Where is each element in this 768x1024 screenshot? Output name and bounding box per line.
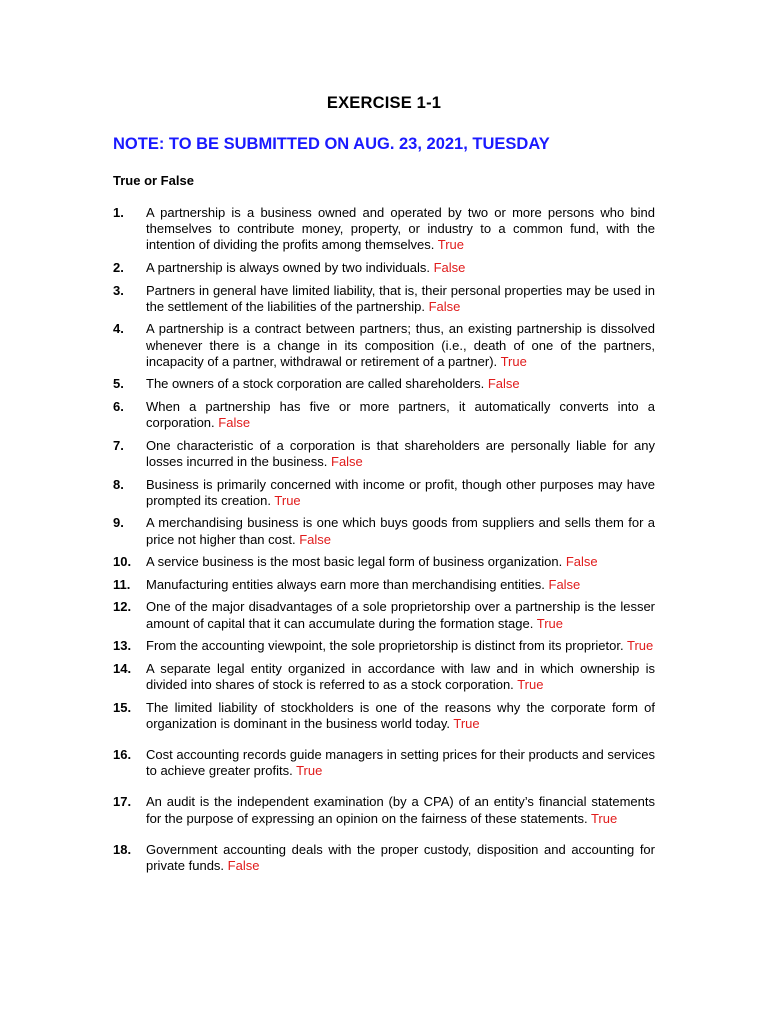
item-statement: Partners in general have limited liability, that is, their personal properties may be used in the settlement of the liabilities of the partnership.	[146, 282, 655, 314]
list-item	[113, 842, 655, 874]
item-statement: A separate legal entity organized in accordance with law and in which ownership is divided into shares of stock is referred to as a stock corporation.	[146, 660, 655, 692]
item-statement: A partnership is a contract between partners; thus, an existing partnership is dissolved whenever there is a change in its composition (i.e., death of one of the partners, incapacity of a partner, withdrawal or retirement of a partner).	[146, 321, 655, 369]
list-item	[113, 515, 655, 547]
item-text	[146, 661, 655, 693]
item-number: 8.	[113, 476, 124, 492]
item-text	[146, 747, 655, 779]
item-number: 2.	[113, 260, 124, 275]
item-statement: One of the major disadvantages of a sole proprietorship over a partnership is the lesser amount of capital that it can accumulate during the formation stage.	[146, 599, 655, 631]
item-text	[146, 700, 655, 732]
question-list	[113, 205, 655, 881]
list-item	[113, 577, 655, 593]
item-statement: Manufacturing entities always earn more than merchandising entities.	[146, 576, 545, 592]
item-answer: True	[296, 763, 323, 779]
item-statement: From the accounting viewpoint, the sole proprietorship is distinct from its proprietor.	[146, 638, 624, 654]
item-text	[146, 376, 655, 392]
list-item	[113, 376, 655, 392]
exercise-title: EXERCISE 1-1	[326, 94, 442, 112]
item-statement: When a partnership has five or more partners, it automatically converts into a corporation.	[146, 398, 655, 431]
list-item	[113, 321, 655, 370]
item-text	[146, 399, 655, 431]
item-text	[146, 577, 655, 593]
item-statement: One characteristic of a corporation is that shareholders are personally liable for any losses incurred in the business.	[146, 437, 655, 469]
list-item	[113, 599, 655, 631]
item-text	[146, 205, 655, 254]
item-answer: False	[218, 415, 251, 431]
item-answer: False	[299, 531, 332, 547]
item-statement: Cost accounting records guide managers in setting prices for their products and services to achieve greater profits.	[146, 746, 655, 779]
item-number: 15.	[113, 699, 132, 715]
item-text	[146, 599, 655, 631]
item-answer: False	[433, 260, 466, 275]
item-number: 10.	[113, 554, 132, 570]
item-number: 1.	[113, 205, 124, 220]
item-answer: False	[227, 857, 260, 873]
item-number: 7.	[113, 437, 124, 453]
item-answer: True	[627, 638, 654, 654]
list-item	[113, 477, 655, 509]
list-item	[113, 260, 655, 276]
list-item	[113, 554, 655, 570]
item-statement: The owners of a stock corporation are called shareholders.	[146, 376, 485, 392]
item-statement: An audit is the independent examination (by a CPA) of an entity’s financial statements for the purpose of expressing an opinion on the fairness of these statements.	[146, 794, 655, 826]
list-item	[113, 438, 655, 470]
item-answer: False	[331, 453, 363, 469]
item-number: 18.	[113, 841, 132, 857]
list-item	[113, 283, 655, 315]
list-item	[113, 638, 655, 654]
submission-note: NOTE: TO BE SUBMITTED ON AUG. 23, 2021, TUESDAY	[113, 135, 550, 153]
item-answer: False	[548, 576, 581, 592]
item-answer: True	[517, 676, 544, 692]
item-text	[146, 842, 655, 874]
item-text	[146, 638, 655, 654]
item-number: 14.	[113, 660, 132, 676]
item-text	[146, 554, 655, 570]
item-statement: The limited liability of stockholders is one of the reasons why the corporate form of organization is dominant in the business world today.	[146, 699, 655, 731]
item-statement: A partnership is always owned by two individuals.	[146, 260, 430, 275]
item-statement: Business is primarily concerned with income or profit, though other purposes may have prompted its creation.	[146, 476, 655, 508]
list-item	[113, 205, 655, 254]
item-answer: True	[500, 353, 527, 369]
item-text	[146, 515, 655, 547]
item-statement: A merchandising business is one which buys goods from suppliers and sells them for a price not higher than cost.	[146, 515, 655, 547]
item-number: 4.	[113, 321, 124, 337]
item-text	[146, 260, 655, 276]
item-statement: Government accounting deals with the proper custody, disposition and accounting for private funds.	[146, 841, 655, 873]
item-statement: A partnership is a business owned and operated by two or more persons who bind themselves to contribute money, property, or industry to a common fund, with the intention of dividing the profits among themselves.	[146, 205, 655, 253]
item-text	[146, 321, 655, 370]
item-number: 12.	[113, 599, 132, 615]
item-answer: True	[437, 237, 464, 253]
item-answer: True	[536, 615, 563, 631]
item-number: 11.	[113, 576, 131, 592]
item-number: 6.	[113, 398, 124, 414]
list-item	[113, 747, 655, 779]
item-text	[146, 283, 655, 315]
list-item	[113, 399, 655, 431]
item-number: 13.	[113, 638, 132, 654]
item-text	[146, 794, 655, 826]
item-statement: A service business is the most basic legal form of business organization.	[146, 554, 563, 570]
item-answer: True	[453, 715, 480, 731]
item-number: 17.	[113, 794, 132, 810]
list-item	[113, 661, 655, 693]
item-answer: False	[428, 298, 461, 314]
item-answer: True	[274, 492, 301, 508]
item-text	[146, 477, 655, 509]
item-number: 5.	[113, 376, 124, 392]
item-number: 9.	[113, 515, 124, 531]
item-answer: False	[487, 376, 520, 392]
item-answer: True	[590, 810, 618, 826]
item-number: 3.	[113, 282, 124, 298]
list-item	[113, 700, 655, 732]
section-title: True or False	[113, 173, 194, 188]
item-answer: False	[565, 554, 598, 570]
item-number: 16.	[113, 746, 132, 762]
item-text	[146, 438, 655, 470]
list-item	[113, 794, 655, 826]
